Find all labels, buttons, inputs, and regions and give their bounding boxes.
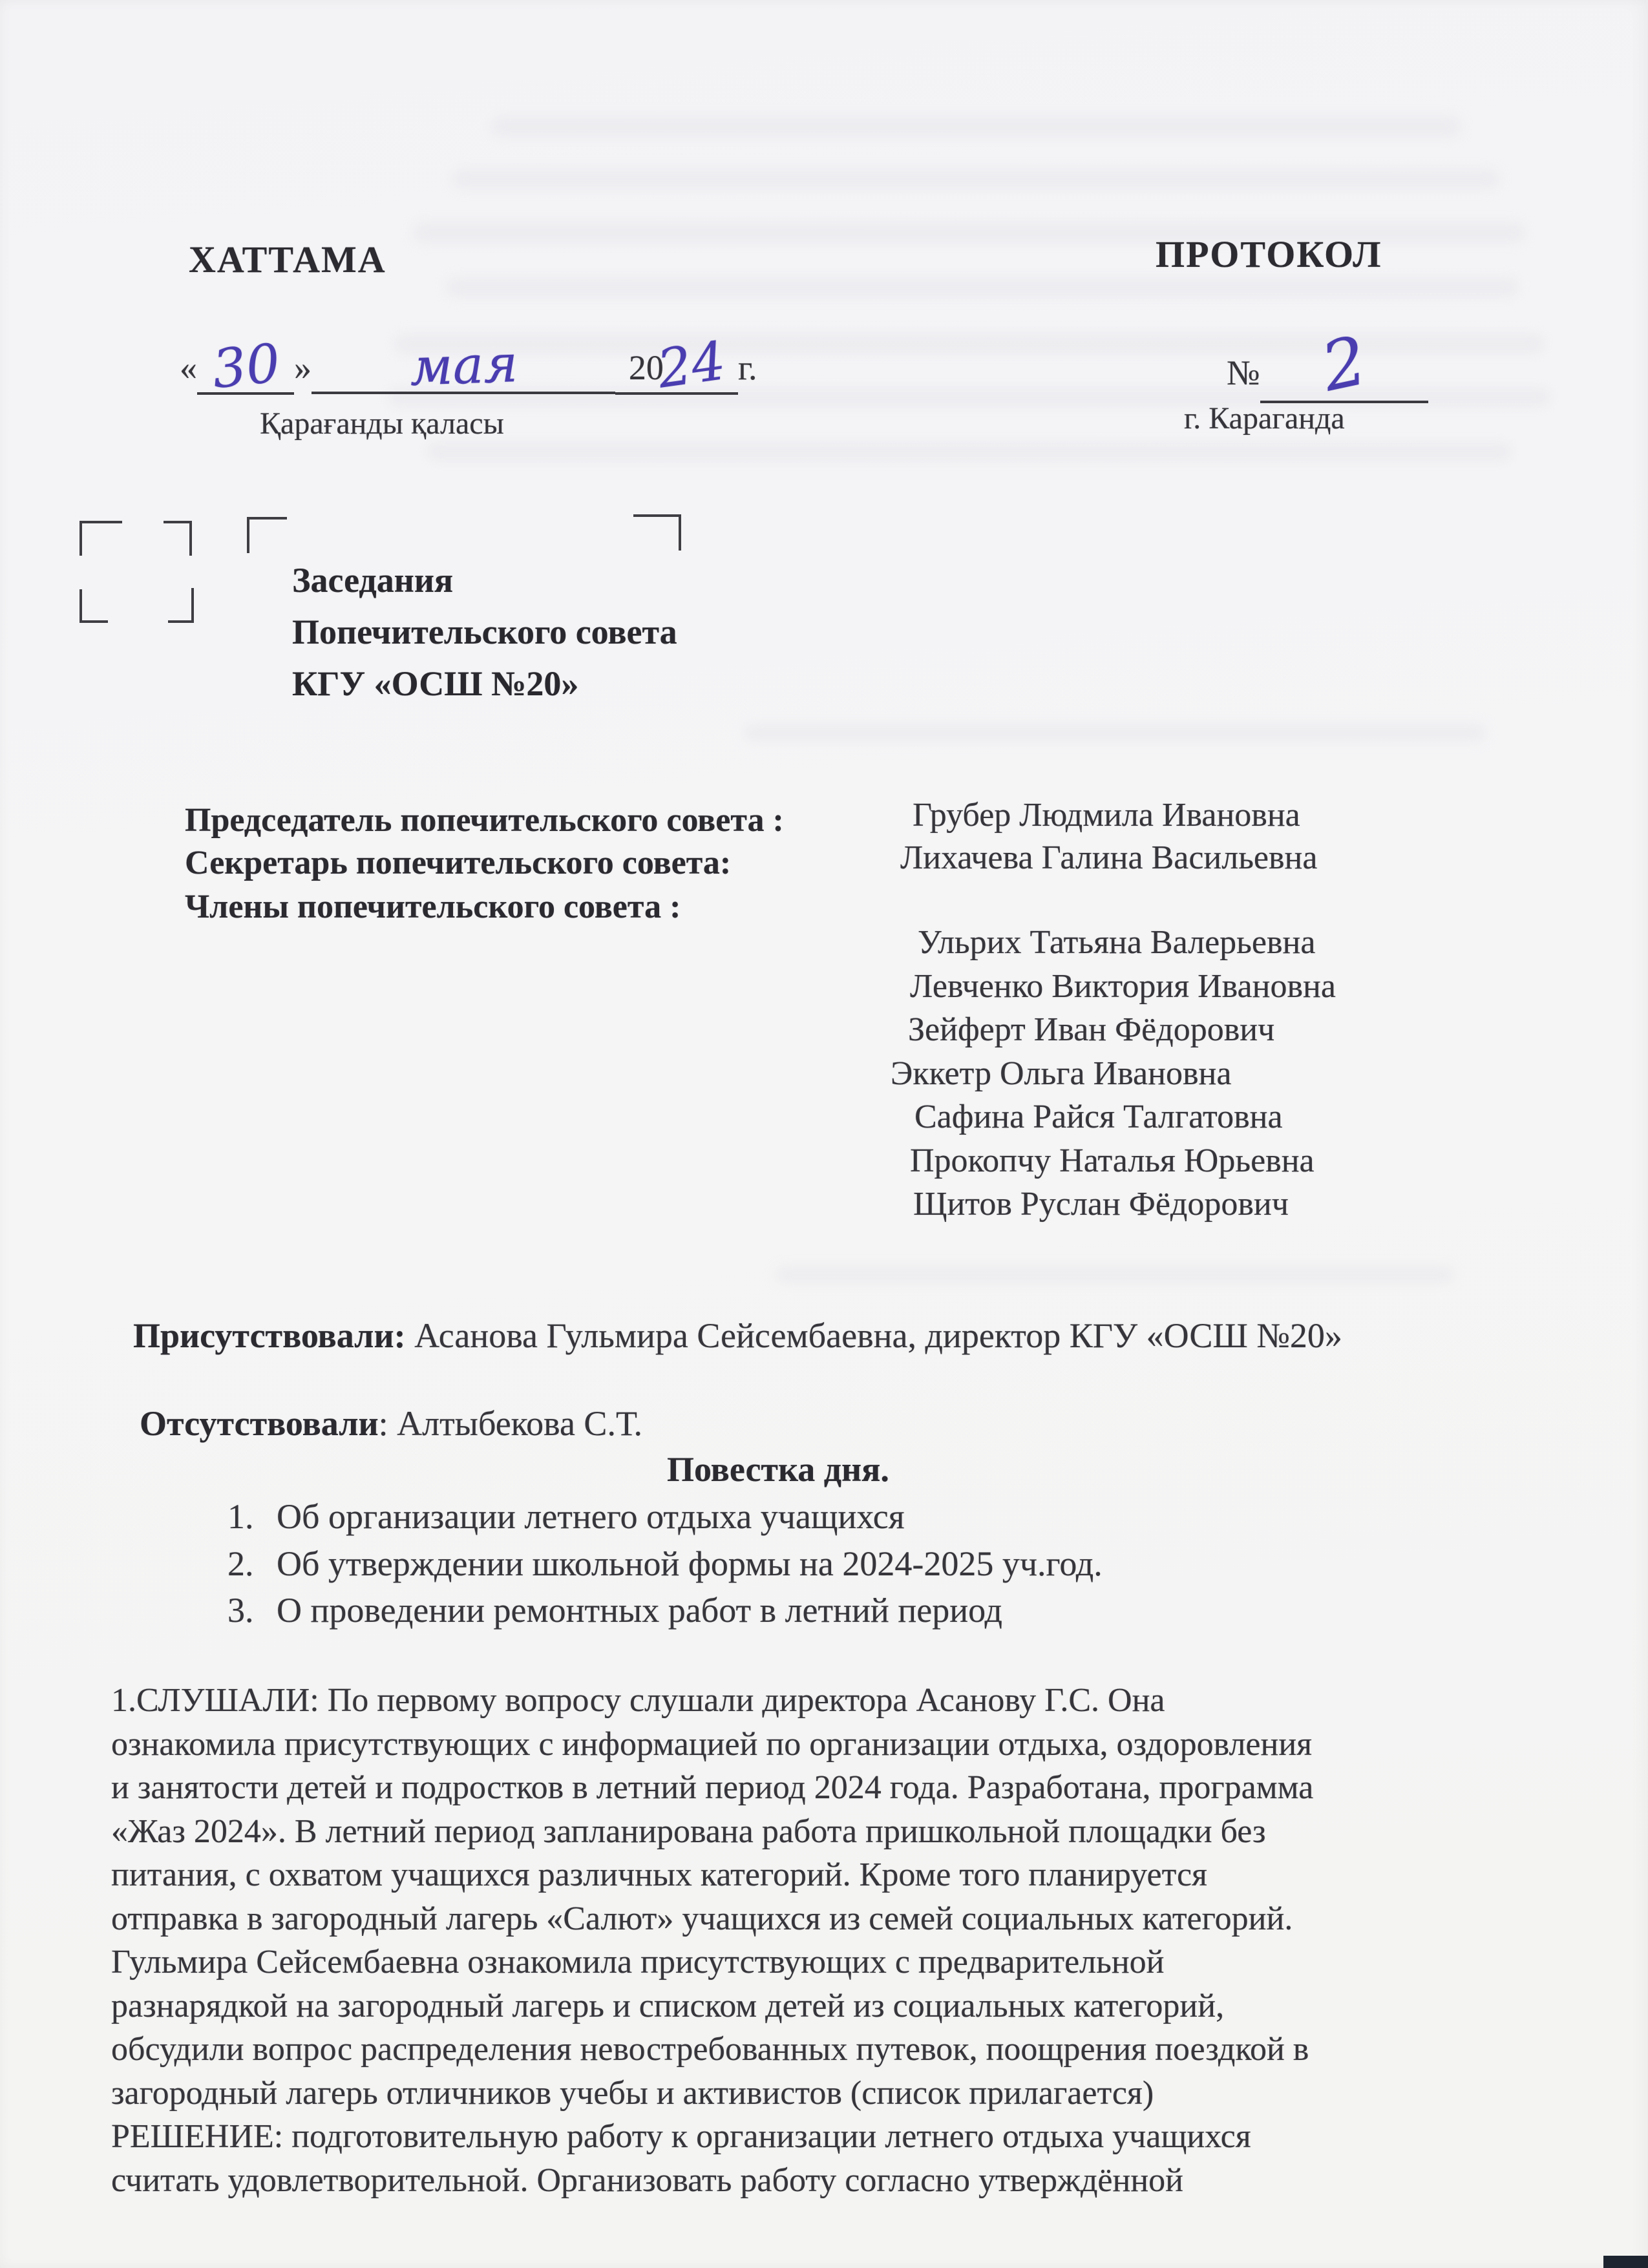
- agenda-item-number: 2.: [227, 1544, 254, 1583]
- body-line: отправка в загородный лагерь «Салют» учащихся из семей социальных категорий.: [111, 1900, 1293, 1937]
- meeting-line-1: Заседания: [292, 561, 454, 600]
- handwritten-month: мая: [408, 333, 519, 397]
- body-line: считать удовлетворительной. Организовать работу согласно утверждённой: [111, 2161, 1183, 2199]
- body-line: ознакомила присутствующих с информацией по организации отдыха, оздоровления: [111, 1725, 1313, 1763]
- absent-row: [140, 1403, 642, 1444]
- agenda-item: [227, 1590, 1103, 1637]
- date-quote-close: »: [294, 348, 312, 387]
- bleed-through-artifact: [452, 169, 1499, 189]
- bleed-through-artifact: [491, 116, 1461, 137]
- members-label: Члены попечительского совета :: [185, 888, 681, 925]
- member-name: Щитов Руслан Фёдорович: [913, 1186, 1289, 1223]
- secretary-name: Лихачева Галина Васильевна: [900, 839, 1318, 876]
- city-russian: г. Караганда: [1184, 401, 1345, 436]
- chairman-name: Грубер Людмила Ивановна: [913, 797, 1300, 834]
- body-line: и занятости детей и подростков в летний период 2024 года. Разработана, программа: [111, 1769, 1314, 1806]
- body-line: «Жаз 2024». В летний период запланирована работа пришкольной площадки без: [111, 1812, 1266, 1850]
- member-name: Прокопчу Наталья Юрьевна: [910, 1142, 1315, 1179]
- meeting-line-2: Попечительского совета: [292, 613, 677, 651]
- date-year-blank: [615, 330, 738, 401]
- scan-edge-artifact: [1603, 2256, 1648, 2268]
- body-line: обсудили вопрос распределения невостребованных путевок, поощрения поездкой в: [111, 2031, 1309, 2068]
- member-name: Левченко Виктория Ивановна: [910, 967, 1336, 1005]
- body-line: разнарядкой на загородный лагерь и списком детей из социальных категорий,: [111, 1987, 1225, 2024]
- members-list: [891, 921, 1336, 1226]
- body-line: загородный лагерь отличников учебы и активистов (список прилагается): [111, 2074, 1154, 2112]
- agenda-item-text: Об организации летнего отдыха учащихся: [277, 1497, 905, 1536]
- member-name: Ульрих Татьяна Валерьевна: [918, 924, 1316, 961]
- body-line: 1.СЛУШАЛИ: По первому вопросу слушали директора Асанову Г.С. Она: [111, 1682, 1165, 1719]
- bleed-through-artifact: [446, 278, 1519, 297]
- member-name: Зейферт Иван Фёдорович: [908, 1011, 1275, 1048]
- body-line: РЕШЕНИЕ: подготовительную работу к организации летнего отдыха учащихся: [111, 2118, 1251, 2155]
- handwritten-number: 2: [1315, 320, 1374, 407]
- corner-bracket: [633, 514, 681, 551]
- corner-bracket: [79, 589, 108, 623]
- minutes-body: [111, 1679, 1313, 2202]
- agenda-item-text: О проведении ремонтных работ в летний период: [277, 1591, 1003, 1630]
- year-suffix: г.: [738, 348, 757, 387]
- member-name: Эккетр Ольга Ивановна: [891, 1055, 1232, 1092]
- agenda-item-number: 3.: [227, 1591, 254, 1630]
- absent-label: Отсутствовали: [140, 1404, 379, 1443]
- agenda-title: Повестка дня.: [667, 1450, 889, 1489]
- agenda-item: [227, 1544, 1103, 1591]
- meeting-title-block: [292, 554, 677, 709]
- corner-bracket: [164, 521, 192, 556]
- corner-bracket: [168, 588, 194, 623]
- document-title-ru: ПРОТОКОЛ: [1156, 233, 1382, 275]
- present-value: Асанова Гульмира Сейсембаевна, директор КГУ «ОСШ №20»: [414, 1316, 1342, 1355]
- year-printed: 20: [628, 348, 664, 387]
- secretary-label: Секретарь попечительского совета:: [185, 845, 732, 881]
- agenda-list: [227, 1496, 1103, 1637]
- body-line: питания, с охватом учащихся различных категорий. Кроме того планируется: [111, 1856, 1207, 1893]
- bleed-through-artifact: [427, 442, 1512, 461]
- present-row: [133, 1316, 1342, 1356]
- absent-value: : Алтыбекова С.Т.: [378, 1404, 643, 1443]
- protocol-number-line: [1227, 320, 1428, 407]
- date-line: [180, 330, 757, 401]
- body-line: Гульмира Сейсембаевна ознакомила присутствующих с предварительной: [111, 1944, 1165, 1980]
- number-blank: [1260, 320, 1428, 407]
- bleed-through-artifact: [776, 1266, 1454, 1283]
- meeting-line-3: КГУ «ОСШ №20»: [292, 664, 579, 703]
- city-kazakh: Қарағанды қаласы: [260, 406, 504, 441]
- agenda-item-number: 1.: [227, 1497, 254, 1536]
- bleed-through-artifact: [743, 724, 1486, 742]
- date-quote-open: «: [180, 348, 197, 387]
- present-label: Присутствовали:: [133, 1316, 406, 1355]
- member-name: Сафина Райся Талгатовна: [914, 1098, 1283, 1135]
- date-day-blank: [197, 331, 294, 401]
- handwritten-year: 24: [653, 330, 730, 401]
- date-month-blank: [312, 331, 615, 397]
- corner-bracket: [247, 517, 287, 553]
- corner-bracket: [79, 521, 122, 556]
- agenda-item-text: Об утверждении школьной формы на 2024-2025 уч.год.: [277, 1544, 1103, 1583]
- number-sign: №: [1227, 353, 1260, 392]
- document-title-kk: ХАТТАМА: [189, 238, 386, 280]
- chairman-label: Председатель попечительского совета :: [185, 802, 784, 839]
- agenda-item: [227, 1496, 1103, 1544]
- handwritten-day: 30: [209, 332, 283, 401]
